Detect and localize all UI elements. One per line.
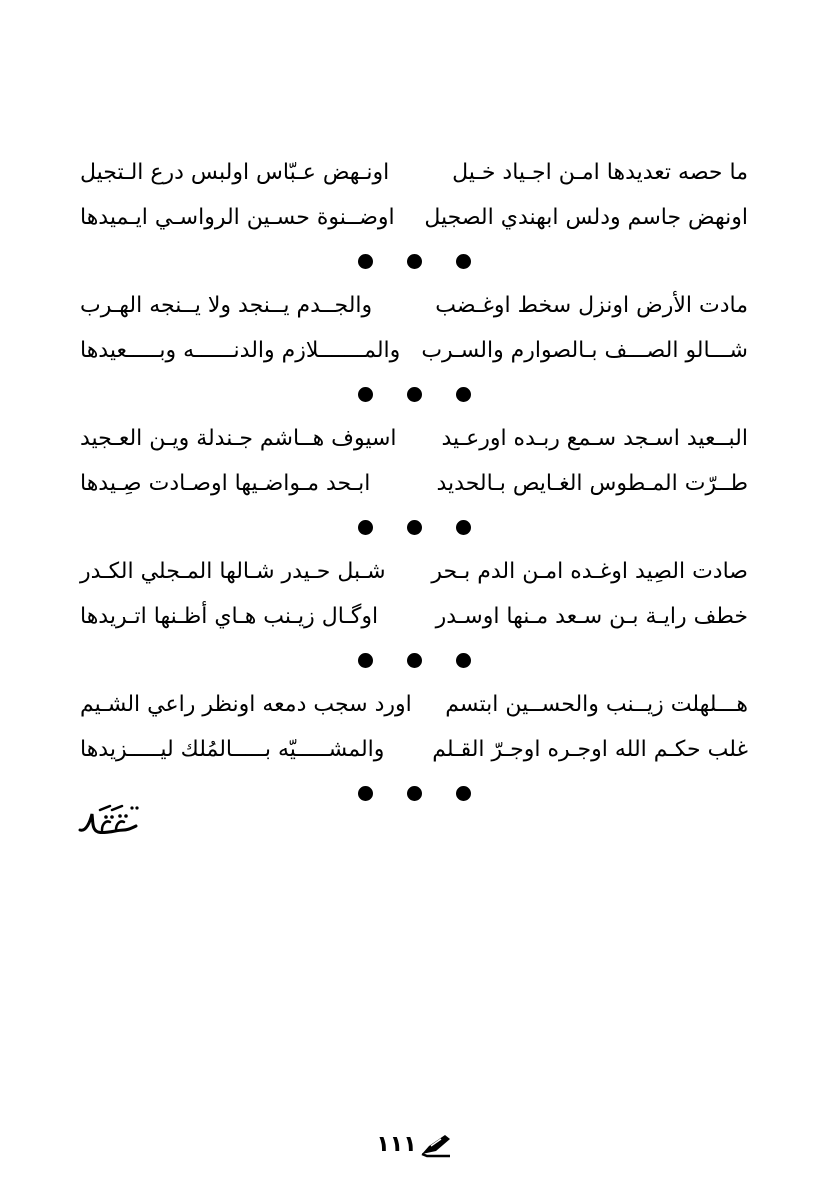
stanza-separator: [80, 373, 748, 416]
dot-icon: [407, 520, 422, 535]
verse-right-hemistich: هـــلهلت زيــنب والحســين ابتسم: [445, 692, 748, 717]
verse-left-hemistich: والجــدم يــنجد ولا يــنجه الهـرب: [80, 293, 373, 318]
verse-right-hemistich: البــعيد اسـجد سـمع ربـده اورعـيد: [441, 426, 748, 451]
dot-icon: [407, 254, 422, 269]
verse-right-hemistich: صادت الصِيد اوغـده امـن الدم بـحر: [431, 559, 748, 584]
verse-left-hemistich: اسيوف هــاشم جـندلة ويـن العـجيد: [80, 426, 397, 451]
verse-right-hemistich: مادت الأرض اونزل سخط اوغـضب: [435, 293, 748, 318]
verse-line: [80, 416, 748, 461]
verse-right-hemistich: غلب حكـم الله اوجـره اوجـرّ القـلم: [432, 737, 748, 762]
dot-icon: [456, 653, 471, 668]
end-mark-calligraphy: [76, 800, 146, 845]
verse-left-hemistich: اورد سجب دمعه اونظر راعي الشـيم: [80, 692, 412, 717]
stanza-4: [80, 549, 748, 682]
verse-left-hemistich: ابـحد مـواضـيها اوصـادت صِـيدها: [80, 471, 371, 496]
dot-icon: [358, 653, 373, 668]
dot-icon: [456, 520, 471, 535]
end-mark-icon: [76, 800, 146, 845]
dot-icon: [407, 387, 422, 402]
verse-right-hemistich: طــرّت المـطوس الغـايص بـالحديد: [436, 471, 748, 496]
page-number: ١١١: [376, 1132, 417, 1157]
verse-line: [80, 461, 748, 506]
dot-icon: [358, 254, 373, 269]
verse-left-hemistich: شـبل حـيدر شـالها المـجلي الكـدر: [80, 559, 386, 584]
verse-left-hemistich: والمشـــــيّه بـــــالمُلك ليـــــزيدها: [80, 737, 385, 762]
dot-icon: [456, 387, 471, 402]
stanza-separator: [80, 240, 748, 283]
stanza-1: [80, 150, 748, 283]
verse-line: [80, 328, 748, 373]
dot-icon: [407, 653, 422, 668]
stanza-separator: [80, 772, 748, 815]
verse-left-hemistich: والمـــــــلازم والدنــــــه وبـــــعيدها: [80, 338, 401, 363]
stanza-5: [80, 682, 748, 815]
dot-icon: [456, 254, 471, 269]
page-footer: [0, 1130, 829, 1160]
dot-icon: [358, 520, 373, 535]
verse-right-hemistich: شـــالو الصـــف بـالصوارم والسـرب: [421, 338, 748, 363]
stanza-separator: [80, 506, 748, 549]
verse-line: [80, 150, 748, 195]
stanza-2: [80, 283, 748, 416]
verse-line: [80, 594, 748, 639]
stanza-separator: [80, 639, 748, 682]
dot-icon: [407, 786, 422, 801]
verse-left-hemistich: اونـهض عـبّاس اولبس درع الـتجيل: [80, 160, 390, 185]
verse-right-hemistich: خطف رايـة بـن سـعد مـنها اوسـدر: [435, 604, 748, 629]
verse-line: [80, 549, 748, 594]
verse-left-hemistich: اوضــنوة حسـين الرواسـي ايـميدها: [80, 205, 395, 230]
verse-right-hemistich: ما حصه تعديدها امـن اجـياد خـيل: [452, 160, 748, 185]
dot-icon: [456, 786, 471, 801]
verse-line: [80, 682, 748, 727]
stanza-3: [80, 416, 748, 549]
verse-line: [80, 195, 748, 240]
poem-body: [80, 150, 748, 815]
dot-icon: [358, 387, 373, 402]
dot-icon: [358, 786, 373, 801]
verse-left-hemistich: اوگـال زيـنب هـاي أظـنها اتـريدها: [80, 604, 379, 629]
verse-right-hemistich: اونهض جاسم ودلس ابهندي الصجيل: [424, 205, 748, 230]
verse-line: [80, 283, 748, 328]
pen-icon: [419, 1132, 453, 1158]
verse-line: [80, 727, 748, 772]
